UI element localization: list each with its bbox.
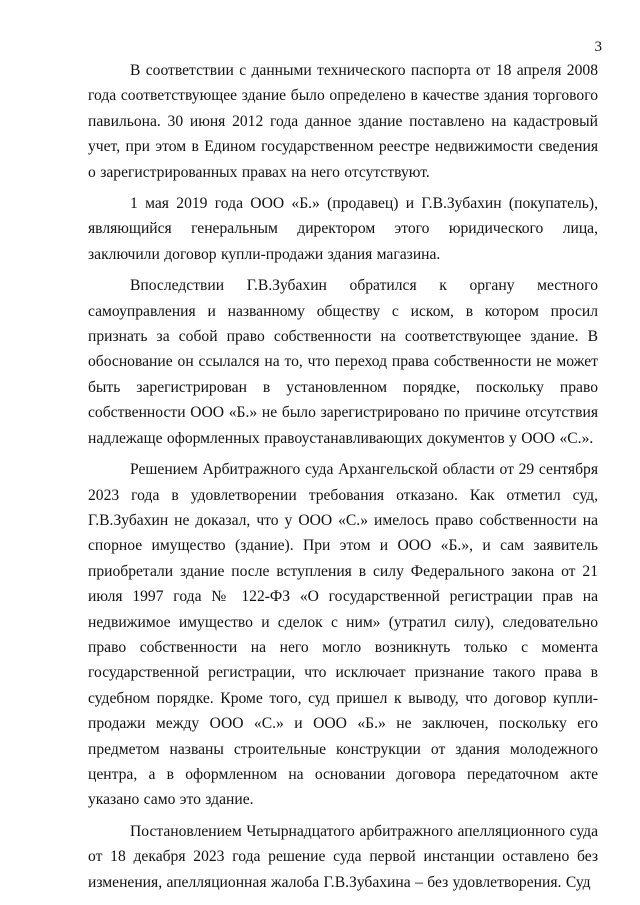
paragraph-lawsuit: Впоследствии Г.В.Зубахин обратился к органу местного самоуправления и названному обществу с иском, в котором просил признать за собой право собственности на соответствующее здание. В обоснование он ссылался на то, что переход права собственности не может быть зарегистрирован в установленном порядке, поскольку право собственности ООО «Б.» не было зарегистрировано по причине отсутствия надлежаще оформленных правоустанавливающих документов у ООО «С.». — [88, 277, 598, 447]
page-number: 3 — [594, 39, 602, 55]
paragraph-appeal-ruling: Постановлением Четырнадцатого арбитражного апелляционного суда от 18 декабря 2023 года решение суда первой инстанции оставлено без изменения, апелляционная жалоба Г.В.Зубахина – без удовлетворения. Суд — [88, 822, 598, 891]
paragraph-technical-passport: В соответствии с данными технического паспорта от 18 апреля 2008 года соответствующее здание было определено в качестве здания торгового павильона. 30 июня 2012 года данное здание поставлено на кадастровый учет, при этом в Едином государственном реестре недвижимости сведения о зарегистрированных правах на него отсутствуют. — [88, 62, 598, 181]
paragraph-sale-contract: 1 мая 2019 года ООО «Б.» (продавец) и Г.В.Зубахин (покупатель), являющийся генеральным директором этого юридического лица, заключили договор купли-продажи здания магазина. — [88, 195, 598, 263]
paragraph-first-instance-decision: Решением Арбитражного суда Архангельской области от 29 сентября 2023 года в удовлетворении требования отказано. Как отметил суд, Г.В.Зубахин не доказал, что у ООО «С.» имелось право собственности на спорное имущество (здание). При этом и ООО «Б.», и сам заявитель приобретали здание после вступления в силу Федерального закона от 21 июля 1997 года № 122-ФЗ «О государственной регистрации прав на недвижимое имущество и сделок с ним» (утратил силу), следовательно право собственности на него могло возникнуть только с момента государственной регистрации, что исключает признание такого права в судебном порядке. Кроме того, суд пришел к выводу, что договор купли-продажи между ООО «С.» и ООО «Б.» не заключен, поскольку его предметом названы строительные конструкции от здания молодежного центра, а в оформленном на основании договора передаточном акте указано само это здание. — [88, 461, 598, 809]
document-body — [88, 58, 598, 901]
